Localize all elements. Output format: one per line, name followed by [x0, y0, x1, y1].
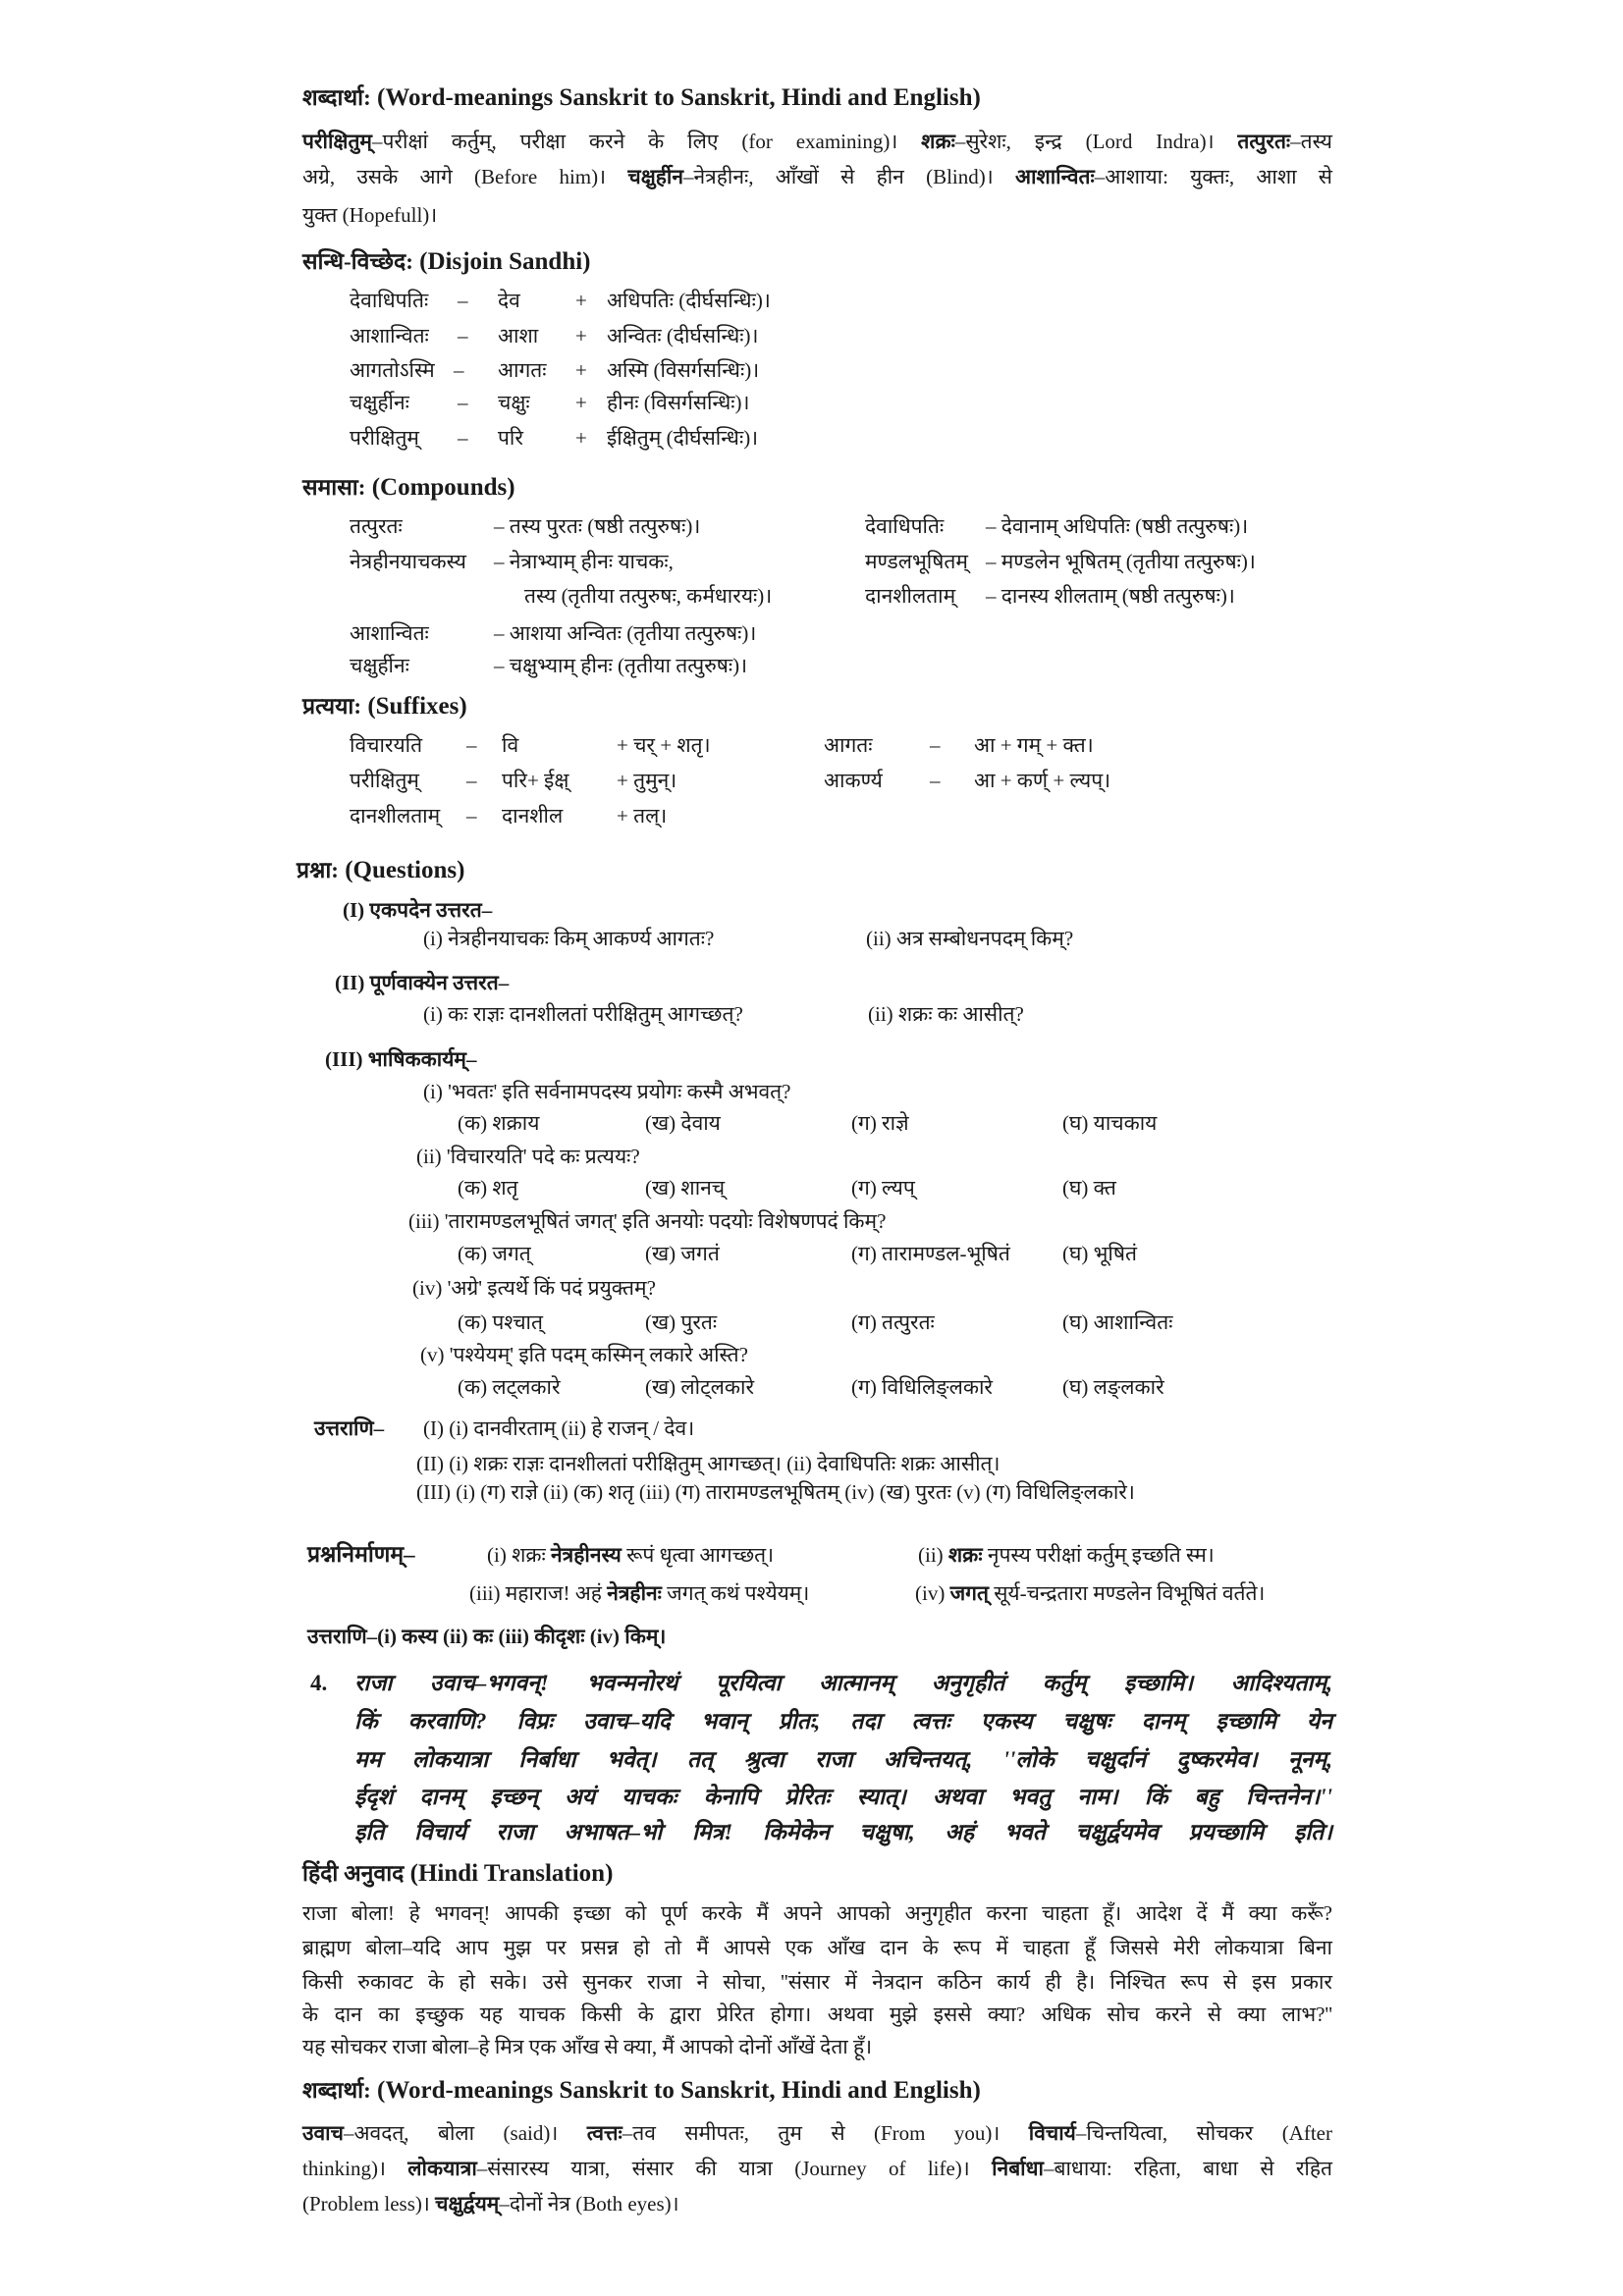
- heading-english: (Hindi Translation): [409, 1860, 614, 1887]
- heading-english: (Word-meanings Sanskrit to Sanskrit, Hindi and English): [377, 2077, 981, 2104]
- term: विचार्य: [1028, 2121, 1076, 2145]
- highlighted-word: जगत्: [949, 1581, 989, 1605]
- mcq-question: (ii) 'विचारयति' पदे कः प्रत्ययः?: [416, 1145, 640, 1168]
- word: आशान्वितः: [350, 621, 429, 645]
- part: परि: [498, 426, 523, 450]
- dash: –: [930, 769, 941, 792]
- meaning: –दोनों नेत्र (Both eyes)।: [499, 2192, 679, 2216]
- translation-line: के दान का इच्छुक यह याचक किसी के द्वारा प्रेरित होगा। अथवा मुझे इससे क्या? अधिक सोच करने से क्या लाभ?'': [302, 2002, 1332, 2026]
- meaning: अग्रे, उसके आगे (Before him)।: [302, 165, 628, 188]
- analysis: – मण्डलेन भूषितम् (तृतीया तत्पुरुषः)।: [986, 550, 1256, 573]
- heading-english: (Compounds): [371, 474, 515, 501]
- term: त्वत्तः: [586, 2121, 622, 2145]
- option: (क) लट्लकारे: [458, 1375, 561, 1399]
- option: (ग) विधिलिङ्लकारे: [851, 1375, 993, 1399]
- heading-label: शब्दार्था:: [302, 2078, 371, 2103]
- meaning: –संसारस्य यात्रा, संसार की यात्रा (Journey of life)।: [476, 2157, 993, 2180]
- text: (iii) महाराज! अहं: [469, 1581, 608, 1605]
- translation-line: राजा बोला! हे भगवन्! आपकी इच्छा को पूर्ण करके मैं अपने आपको अनुगृहीत करना चाहता हूँ। आदेश दें मैं क्या करूँ?: [302, 1901, 1332, 1925]
- dash: –: [458, 391, 468, 414]
- dash: –: [454, 358, 464, 382]
- heading-label: प्रश्ना:: [297, 858, 339, 882]
- text: जगत् कथं पश्येयम्।: [661, 1581, 810, 1605]
- text: सूर्य-चन्द्रतारा मण्डलेन विभूषितं वर्तते।: [988, 1581, 1266, 1605]
- dash: –: [930, 733, 941, 757]
- question-section-label: (I) एकपदेन उत्तरत–: [343, 898, 493, 922]
- text: (ii): [918, 1543, 948, 1567]
- part: अन्वितः (दीर्घसन्धिः)।: [607, 324, 759, 347]
- word-meaning-line: [302, 2190, 679, 2217]
- highlighted-word: नेत्रहीनस्य: [550, 1543, 622, 1567]
- word-meaning-line: [302, 128, 1332, 155]
- term: उवाच: [302, 2121, 344, 2145]
- question-formation-item: [918, 1541, 1215, 1569]
- section-heading-word-meanings: [302, 2077, 981, 2105]
- term: चक्षुर्हीन: [627, 165, 683, 188]
- suffix: + तल्।: [617, 804, 668, 828]
- analysis: – नेत्राभ्याम् हीनः याचकः,: [494, 550, 674, 573]
- option: (ख) देवाय: [645, 1111, 721, 1135]
- text: रूपं धृत्वा आगच्छत्।: [621, 1543, 775, 1567]
- analysis: – दानस्य शीलताम् (षष्ठी तत्पुरुषः)।: [986, 584, 1235, 608]
- heading-label: प्रत्यया:: [302, 694, 362, 719]
- suffix: + तुमुन्।: [617, 769, 677, 792]
- mcq-question: (iv) 'अग्रे' इत्यर्थे किं पदं प्रयुक्तम्?: [412, 1276, 656, 1300]
- meaning: –तस्य: [1290, 130, 1332, 153]
- text: (i) शक्रः: [487, 1543, 551, 1567]
- text: (iv): [915, 1581, 950, 1605]
- word: आगतः: [824, 733, 873, 757]
- heading-label: समासा:: [302, 475, 366, 500]
- part: ईक्षितुम् (दीर्घसन्धिः)।: [607, 426, 759, 450]
- heading-label: सन्धि-विच्छेद:: [302, 249, 413, 274]
- highlighted-word: शक्रः: [947, 1543, 983, 1567]
- option: (ख) पुरतः: [645, 1310, 718, 1334]
- heading-label: शब्दार्था:: [302, 85, 371, 110]
- word: विचारयति: [350, 733, 423, 757]
- part: अधिपतिः (दीर्घसन्धिः)।: [607, 289, 771, 312]
- question-formation-item: [915, 1579, 1265, 1607]
- root: दानशील: [502, 804, 564, 828]
- part: हीनः (विसर्गसन्धिः)।: [607, 391, 750, 414]
- dash: –: [458, 426, 468, 450]
- passage-line: ईदृशं दानम् इच्छन् अयं याचकः केनापि प्रेरितः स्यात्। अथवा भवतु नाम। किं बहु चिन्तनेन।'': [354, 1785, 1332, 1809]
- passage-line: किं करवाणि? विप्रः उवाच–यदि भवान् प्रीतः, तदा त्वत्तः एकस्य चक्षुषः दानम् इच्छामि येन: [354, 1709, 1332, 1734]
- section-heading-questions: [297, 857, 464, 884]
- meaning: –आशाया: युक्तः, आशा से: [1094, 165, 1332, 188]
- passage-line: राजा उवाच–भगवन्! भवन्मनोरथं पूरयित्वा आत्मानम् अनुगृहीतं कर्तुम् इच्छामि। आदिश्यताम्,: [354, 1671, 1332, 1695]
- word-meaning-line: [302, 201, 437, 229]
- question: (i) नेत्रहीनयाचकः किम् आकर्ण्य आगतः?: [423, 927, 715, 950]
- part: अस्मि (विसर्गसन्धिः)।: [607, 358, 760, 382]
- meaning: –अवदत्, बोला (said)।: [343, 2121, 587, 2145]
- term: आशान्वितः: [1014, 165, 1095, 188]
- translation-line: ब्राह्मण बोला–यदि आप मुझ पर प्रसन्न हो तो मैं आपसे एक आँख दान के रूप में चाहता हूँ जिससे मेरी लोकयात्रा बिना: [302, 1936, 1332, 1959]
- answer-line: (II) (i) शक्रः राज्ञः दानशीलतां परीक्षितुम् आगच्छत्। (ii) देवाधिपतिः शक्रः आसीत्।: [416, 1452, 1001, 1475]
- word: चक्षुर्हीनः: [350, 391, 409, 414]
- analysis: – तस्य पुरतः (षष्ठी तत्पुरुषः)।: [494, 514, 701, 538]
- section-heading-compounds: [302, 474, 515, 502]
- text: नृपस्य परीक्षां कर्तुम् इच्छति स्म।: [982, 1543, 1215, 1567]
- part: आशा: [498, 324, 539, 347]
- term: शक्रः: [921, 130, 955, 153]
- option: (ग) तत्पुरतः: [851, 1310, 935, 1334]
- term: निर्बाधा: [992, 2157, 1044, 2180]
- heading-label: हिंदी अनुवाद: [302, 1861, 405, 1886]
- word: नेत्रहीनयाचकस्य: [350, 550, 466, 573]
- passage-line: मम लोकयात्रा निर्बाधा भवेत्। तत् श्रुत्वा राजा अचिन्तयत्, ''लोके चक्षुर्दानं दुष्करमेव। नूनम्,: [354, 1747, 1332, 1772]
- option: (क) पश्चात्: [458, 1310, 543, 1334]
- word: मण्डलभूषितम्: [865, 550, 968, 573]
- heading-english: (Disjoin Sandhi): [419, 248, 591, 275]
- analysis: – चक्षुभ्याम् हीनः (तृतीया तत्पुरुषः)।: [494, 654, 748, 677]
- question-formation-item: [469, 1579, 809, 1607]
- analysis: तस्य (तृतीया तत्पुरुषः, कर्मधारयः)।: [524, 584, 773, 608]
- option: (ख) शानच्: [645, 1176, 726, 1200]
- translation-line: यह सोचकर राजा बोला–हे मित्र एक आँख से क्या, मैं आपको दोनों आँखें देता हूँ।: [302, 2035, 873, 2058]
- dash: –: [458, 324, 468, 347]
- question: (ii) शक्रः कः आसीत्?: [868, 1002, 1024, 1026]
- heading-english: (Questions): [345, 857, 465, 883]
- heading-english: (Word-meanings Sanskrit to Sanskrit, Hindi and English): [377, 84, 981, 111]
- word: दानशीलताम्: [350, 804, 441, 828]
- question-section-label: (III) भाषिककार्यम्–: [325, 1047, 477, 1071]
- question: (ii) अत्र सम्बोधनपदम् किम्?: [866, 927, 1074, 950]
- mcq-question: (v) 'पश्येयम्' इति पदम् कस्मिन् लकारे अस्ति?: [420, 1343, 748, 1366]
- option: (क) जगत्: [458, 1242, 531, 1265]
- meaning: युक्त (Hopefull)।: [302, 203, 438, 227]
- option: (घ) याचकाय: [1062, 1111, 1158, 1135]
- question-formation-item: [487, 1541, 774, 1569]
- option: (क) शक्राय: [458, 1111, 540, 1135]
- option: (घ) आशान्वितः: [1062, 1310, 1173, 1334]
- answers-label: उत्तराणि–: [314, 1416, 385, 1440]
- option: (घ) लङ्लकारे: [1062, 1375, 1164, 1399]
- word: तत्पुरतः: [350, 514, 403, 538]
- term: लोकयात्रा: [407, 2157, 477, 2180]
- translation-line: किसी रुकावट के हो सके। उसे सुनकर राजा ने सोचा, ''संसार में नेत्रदान कठिन कार्य ही है। निश्चित रूप से इस प्रकार: [302, 1970, 1332, 1994]
- dash: –: [458, 289, 468, 312]
- question: (i) कः राज्ञः दानशीलतां परीक्षितुम् आगच्छत्?: [423, 1002, 743, 1026]
- dash: –: [466, 733, 477, 757]
- section-heading-suffixes: [302, 693, 467, 721]
- option: (क) शतृ: [458, 1176, 518, 1200]
- meaning: –सुरेशः, इन्द्र (Lord Indra)।: [954, 130, 1238, 153]
- suffix: आ + कर्ण् + ल्यप्।: [974, 769, 1111, 792]
- word: देवाधिपतिः: [865, 514, 945, 538]
- plus: +: [575, 289, 587, 312]
- section-heading-hindi-translation: [302, 1860, 613, 1888]
- heading-english: (Suffixes): [367, 693, 467, 720]
- option: (ख) जगतं: [645, 1242, 720, 1265]
- meaning: –तव समीपतः, तुम से (From you)।: [622, 2121, 1029, 2145]
- part: चक्षुः: [498, 391, 530, 414]
- analysis: – देवानाम् अधिपतिः (षष्ठी तत्पुरुषः)।: [986, 514, 1249, 538]
- word: परीक्षितुम्: [350, 426, 419, 450]
- question-formation-label: प्रश्ननिर्माणम्–: [307, 1542, 415, 1567]
- meaning: –परीक्षां कर्तुम्, परीक्षा करने के लिए (for examining)।: [371, 130, 922, 153]
- question-section-label: (II) पूर्णवाक्येन उत्तरत–: [335, 971, 510, 994]
- suffix: + चर् + शतृ।: [617, 733, 711, 757]
- meaning: –बाधाया: रहिता, बाधा से रहित: [1043, 2157, 1332, 2180]
- plus: +: [575, 391, 587, 414]
- option: (घ) क्त: [1062, 1176, 1116, 1200]
- meaning: (Problem less)।: [302, 2192, 436, 2216]
- option: (ख) लोट्लकारे: [645, 1375, 755, 1399]
- mcq-question: (iii) 'तारामण्डलभूषितं जगत्' इति अनयोः पदयोः विशेषणपदं किम्?: [408, 1209, 887, 1233]
- word-meaning-line: [302, 2119, 1332, 2147]
- term: चक्षुर्द्वयम्: [435, 2192, 500, 2216]
- root: परि+ ईक्ष्: [502, 769, 569, 792]
- meaning: –चिन्तयित्वा, सोचकर (After: [1075, 2121, 1332, 2145]
- option: (घ) भूषितं: [1062, 1242, 1137, 1265]
- dash: –: [466, 769, 477, 792]
- term: तत्पुरतः: [1237, 130, 1291, 153]
- meaning: –नेत्रहीनः, आँखों से हीन (Blind)।: [683, 165, 1015, 188]
- option: (ग) ल्यप्: [851, 1176, 915, 1200]
- plus: +: [575, 324, 587, 347]
- mcq-question: (i) 'भवतः' इति सर्वनामपदस्य प्रयोगः कस्मै अभवत्?: [423, 1080, 791, 1103]
- answer-line: (III) (i) (ग) राज्ञे (ii) (क) शतृ (iii) (ग) तारामण्डलभूषितम् (iv) (ख) पुरतः (v) (ग) विधिलिङ्लकारे।: [416, 1480, 1135, 1504]
- plus: +: [575, 426, 587, 450]
- word: दानशीलताम्: [865, 584, 956, 608]
- term: परीक्षितुम्: [302, 130, 372, 153]
- dash: –: [466, 804, 477, 828]
- suffix: आ + गम् + क्त।: [974, 733, 1094, 757]
- part: देव: [498, 289, 520, 312]
- section-heading-word-meanings: [302, 84, 981, 112]
- analysis: – आशया अन्वितः (तृतीया तत्पुरुषः)।: [494, 621, 757, 645]
- part: आगतः: [498, 358, 547, 382]
- word: परीक्षितुम्: [350, 769, 419, 792]
- word: देवाधिपतिः: [350, 289, 429, 312]
- word-meaning-line: [302, 163, 1332, 190]
- option: (ग) तारामण्डल-भूषितं: [851, 1242, 1010, 1265]
- word: आकर्ण्य: [824, 769, 883, 792]
- meaning: thinking)।: [302, 2157, 408, 2180]
- answer-line: (I) (i) दानवीरताम् (ii) हे राजन् / देव।: [423, 1416, 695, 1440]
- question-formation-answers: उत्तराणि–(i) कस्य (ii) कः (iii) कीदृशः (iv) किम्।: [307, 1625, 667, 1648]
- plus: +: [575, 358, 587, 382]
- root: वि: [502, 733, 519, 757]
- passage-number: 4.: [310, 1671, 328, 1695]
- highlighted-word: नेत्रहीनः: [607, 1581, 662, 1605]
- passage-line: इति विचार्य राजा अभाषत–भो मित्र! किमेकेन चक्षुषा, अहं भवते चक्षुर्द्वयमेव प्रयच्छामि इति।: [354, 1820, 1332, 1844]
- word: आगतोऽस्मि: [350, 358, 435, 382]
- word: चक्षुर्हीनः: [350, 654, 409, 677]
- option: (ग) राज्ञे: [851, 1111, 909, 1135]
- section-heading-sandhi: [302, 248, 591, 276]
- word-meaning-line: [302, 2155, 1332, 2182]
- word: आशान्वितः: [350, 324, 429, 347]
